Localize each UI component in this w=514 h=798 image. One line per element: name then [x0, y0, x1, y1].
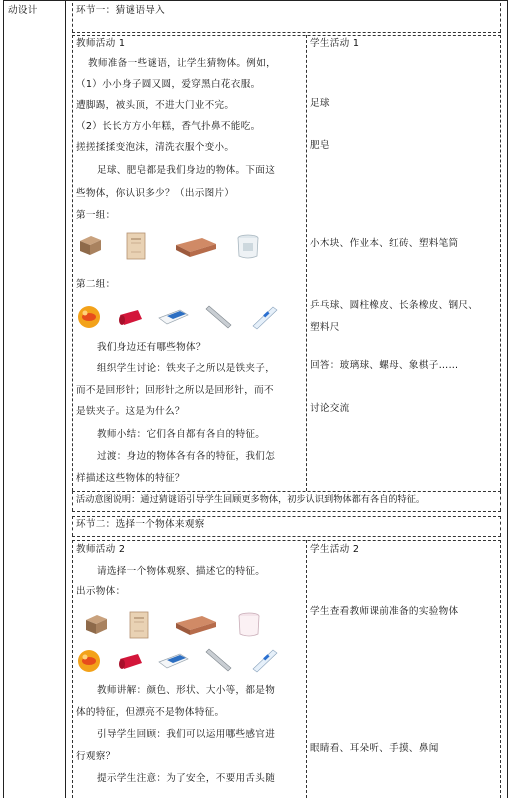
- t1-line-0: 教师准备一些谜语，让学生猜物体。例如，: [88, 58, 276, 69]
- table2-middle: [306, 540, 307, 798]
- column-divider: [65, 0, 66, 798]
- steel-ruler-icon: [203, 304, 233, 330]
- plastic-pen-holder-icon: [235, 233, 261, 261]
- t1-line-7: 第一组：: [76, 210, 116, 221]
- t1-line-2: 遭脚踢，被头顶，不进大门业不完。: [76, 100, 235, 111]
- intent-left: [72, 491, 73, 511]
- steel-ruler-icon: [203, 647, 233, 673]
- outer-top-border: [3, 0, 508, 1]
- t1-line-10: 组织学生讨论：铁夹子之所以是铁夹子，: [97, 363, 276, 374]
- table1-top: [72, 35, 501, 36]
- left-column-label: 动设计: [8, 5, 38, 16]
- s1-line-2: 小木块、作业本、红砖、塑料笔筒: [310, 238, 459, 249]
- red-brick-icon: [174, 236, 218, 258]
- table2-left: [72, 540, 73, 798]
- t1-line-3: （2）长长方方小年糕，香气扑鼻不能吃。: [76, 121, 261, 132]
- t1-line-8: 第二组：: [76, 279, 116, 290]
- wood-block-icon: [77, 233, 103, 257]
- s1-line-4: 塑料尺: [310, 322, 340, 333]
- notebook-icon: [128, 611, 150, 639]
- t1-line-15: 样描述这些物体的特征？: [76, 473, 185, 484]
- table1-bottom: [72, 491, 501, 492]
- s2-line-1: 眼睛看、耳朵听、手摸、鼻闻: [310, 743, 439, 754]
- t2-line-4: 引导学生回顾：我们可以运用哪些感官进: [97, 729, 276, 740]
- section2-title-left: [72, 516, 73, 536]
- notebook-icon: [125, 232, 147, 260]
- s1-line-1: 肥皂: [310, 140, 330, 151]
- t2-line-3: 体的特征，但漂亮不是物体特征。: [76, 707, 225, 718]
- teacher-activity-2-header: 教师活动 2: [76, 544, 126, 555]
- plastic-ruler-icon: [249, 647, 279, 673]
- table1-left: [72, 35, 73, 491]
- t1-line-13: 教师小结：它们各自都有各自的特征。: [97, 429, 266, 440]
- table2-right: [500, 540, 501, 798]
- t1-line-4: 搓搓揉揉变泡沫，清洗衣服个变小。: [76, 142, 235, 153]
- section2-title-bottom: [72, 536, 501, 537]
- plastic-pen-holder-icon: [236, 611, 262, 639]
- intent-bottom: [72, 511, 501, 512]
- t1-line-5: 足球、肥皂都是我们身边的物体。下面这: [97, 165, 276, 176]
- t1-line-14: 过渡：身边的物体各有各的特征，我们怎: [97, 451, 276, 462]
- s1-line-5: 回答：玻璃球、螺母、象棋子……: [310, 360, 459, 371]
- cylinder-eraser-icon: [116, 307, 146, 329]
- wood-block-icon: [83, 612, 109, 636]
- t1-line-11: 而不是回形针；回形针之所以是回形针，而不: [76, 385, 274, 396]
- table1-right: [500, 35, 501, 491]
- section1-title-bottom: [72, 32, 501, 33]
- section2-title-right: [500, 516, 501, 536]
- t2-line-2: 教师讲解：颜色、形状、大小等，都是物: [97, 685, 276, 696]
- activity-intent: 活动意图说明：通过猜谜语引导学生回顾更多物体，初步认识到物体都有各自的特征。: [76, 494, 426, 505]
- long-eraser-icon: [156, 306, 190, 328]
- ping-pong-ball-icon: [76, 304, 102, 330]
- section2-title-top: [72, 516, 501, 517]
- section1-title: 环节一：猜谜语导入: [76, 5, 166, 16]
- ping-pong-ball-icon: [76, 648, 102, 674]
- t2-line-0: 请选择一个物体观察、描述它的特征。: [97, 566, 266, 577]
- t1-line-9: 我们身边还有哪些物体？: [97, 342, 206, 353]
- s2-line-0: 学生查看教师课前准备的实验物体: [310, 606, 459, 617]
- table1-middle: [306, 35, 307, 491]
- table2-top: [72, 540, 501, 541]
- t1-line-6: 些物体，你认识多少？（出示图片）: [76, 188, 235, 199]
- plastic-ruler-icon: [249, 304, 279, 330]
- t1-line-12: 是铁夹子。这是为什么？: [76, 406, 185, 417]
- red-brick-icon: [174, 614, 218, 636]
- teacher-activity-1-header: 教师活动 1: [76, 38, 126, 49]
- intent-right: [500, 491, 501, 511]
- t2-line-1: 出示物体：: [76, 586, 126, 597]
- outer-right-border: [507, 0, 508, 798]
- t1-line-1: （1）小小身子圆又圆，爱穿黑白花衣服。: [76, 79, 261, 90]
- s1-line-0: 足球: [310, 98, 330, 109]
- section1-title-right: [500, 3, 501, 32]
- long-eraser-icon: [156, 650, 190, 672]
- t2-line-6: 提示学生注意：为了安全，不要用舌头随: [97, 773, 276, 784]
- t2-line-5: 行观察？: [76, 751, 116, 762]
- s1-line-6: 讨论交流: [310, 403, 350, 414]
- student-activity-2-header: 学生活动 2: [310, 544, 360, 555]
- s1-line-3: 乒乓球、圆柱橡皮、长条橡皮、钢尺、: [310, 300, 479, 311]
- section2-title: 环节二：选择一个物体来观察: [76, 519, 205, 530]
- student-activity-1-header: 学生活动 1: [310, 38, 360, 49]
- cylinder-eraser-icon: [116, 651, 146, 673]
- outer-left-border: [3, 0, 4, 798]
- section1-title-left: [72, 3, 73, 32]
